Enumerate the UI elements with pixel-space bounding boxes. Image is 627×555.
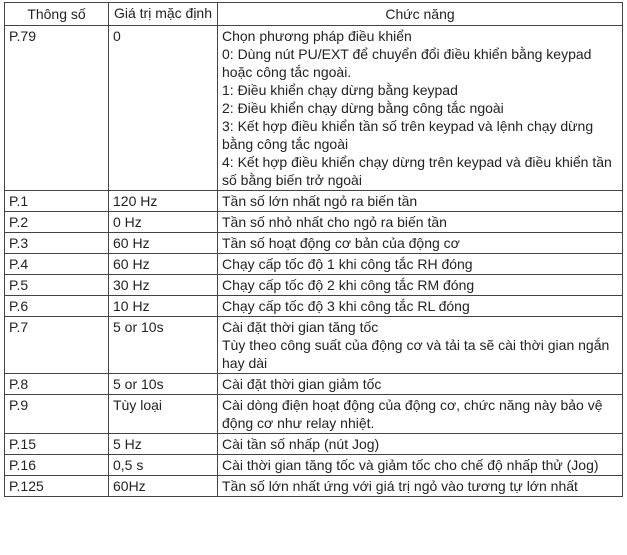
header-function: Chức năng [218,3,623,26]
param-cell: P.5 [5,275,109,296]
table-row [5,191,623,212]
function-cell [218,191,623,212]
function-cell [218,434,623,455]
param-cell: P.15 [5,434,109,455]
function-cell [218,455,623,476]
function-line: Chạy cấp tốc độ 3 khi công tắc RL đóng [222,298,470,314]
param-cell: P.9 [5,395,109,434]
header-param: Thông số [5,3,109,26]
table-row [5,476,623,497]
table-row [5,374,623,395]
function-line: Tùy theo công suất của động cơ và tải ta sẽ cài thời gian ngắn hay dài [222,337,610,371]
table-row [5,317,623,374]
function-line: 2: Điều khiển chạy dừng bằng công tắc ngoài [222,100,504,116]
function-line: Cài dòng điện hoạt động của động cơ, chức năng này bảo vệ động cơ như relay nhiệt. [222,397,603,431]
table-row [5,395,623,434]
function-line: Tần số lớn nhất ngỏ ra biến tần [222,193,418,209]
table-row [5,434,623,455]
function-line: Chạy cấp tốc độ 1 khi công tắc RH đóng [222,256,473,272]
function-cell [218,395,623,434]
function-line: Cài thời gian tăng tốc và giảm tốc cho chế độ nhấp thử (Jog) [222,457,599,473]
function-cell [218,476,623,497]
function-cell [218,233,623,254]
param-cell: P.2 [5,212,109,233]
param-cell: P.7 [5,317,109,374]
table-body [5,26,623,497]
default-value-cell: 0,5 s [109,455,218,476]
function-line: Tần số lớn nhất ứng với giá trị ngỏ vào tương tự lớn nhất [222,478,578,494]
default-value-cell: 5 or 10s [109,374,218,395]
function-line: Tần số nhỏ nhất cho ngỏ ra biến tần [222,214,447,230]
function-cell [218,296,623,317]
default-value-cell: 120 Hz [109,191,218,212]
function-line: Cài đặt thời gian giảm tốc [222,376,382,392]
function-cell [218,275,623,296]
function-line: 1: Điều khiển chạy dừng bằng keypad [222,82,458,98]
function-line: Chạy cấp tốc độ 2 khi công tắc RM đóng [222,277,475,293]
table-row [5,26,623,191]
function-line: Chọn phương pháp điều khiển [222,28,412,44]
default-value-cell: 5 Hz [109,434,218,455]
function-cell [218,317,623,374]
param-cell: P.125 [5,476,109,497]
function-cell [218,374,623,395]
function-line: Cài tần số nhấp (nút Jog) [222,436,380,452]
default-value-cell: 60 Hz [109,233,218,254]
table-row [5,296,623,317]
default-value-cell: 30 Hz [109,275,218,296]
param-cell: P.6 [5,296,109,317]
param-cell: P.4 [5,254,109,275]
function-cell [218,254,623,275]
param-cell: P.3 [5,233,109,254]
table-row [5,254,623,275]
default-value-cell: 0 Hz [109,212,218,233]
function-line: Cài đặt thời gian tăng tốc [222,319,379,335]
param-cell: P.16 [5,455,109,476]
table-row [5,212,623,233]
default-value-cell: 10 Hz [109,296,218,317]
function-line: Tần số hoạt động cơ bản của động cơ [222,235,460,251]
default-value-cell: 0 [109,26,218,191]
default-value-cell: 60Hz [109,476,218,497]
default-value-cell: 60 Hz [109,254,218,275]
table-row [5,233,623,254]
default-value-cell: 5 or 10s [109,317,218,374]
table-row [5,275,623,296]
header-default: Giá trị mặc định [109,3,218,26]
function-line: 0: Dùng nút PU/EXT để chuyển đổi điều khiển bằng keypad hoặc công tắc ngoài. [222,46,592,80]
function-line: 3: Kết hợp điều khiển tần số trên keypad và lệnh chạy dừng bằng công tắc ngoài [222,118,594,152]
parameter-table-container [4,2,623,497]
function-line: 4: Kết hợp điều khiển chạy dừng trên keypad và điều khiển tần số bằng biến trở ngoài [222,154,612,188]
param-cell: P.8 [5,374,109,395]
param-cell: P.1 [5,191,109,212]
table-row [5,455,623,476]
function-cell [218,212,623,233]
function-cell [218,26,623,191]
default-value-cell: Tùy loại [109,395,218,434]
param-cell: P.79 [5,26,109,191]
table-header-row [5,3,623,26]
parameter-table [4,2,623,497]
